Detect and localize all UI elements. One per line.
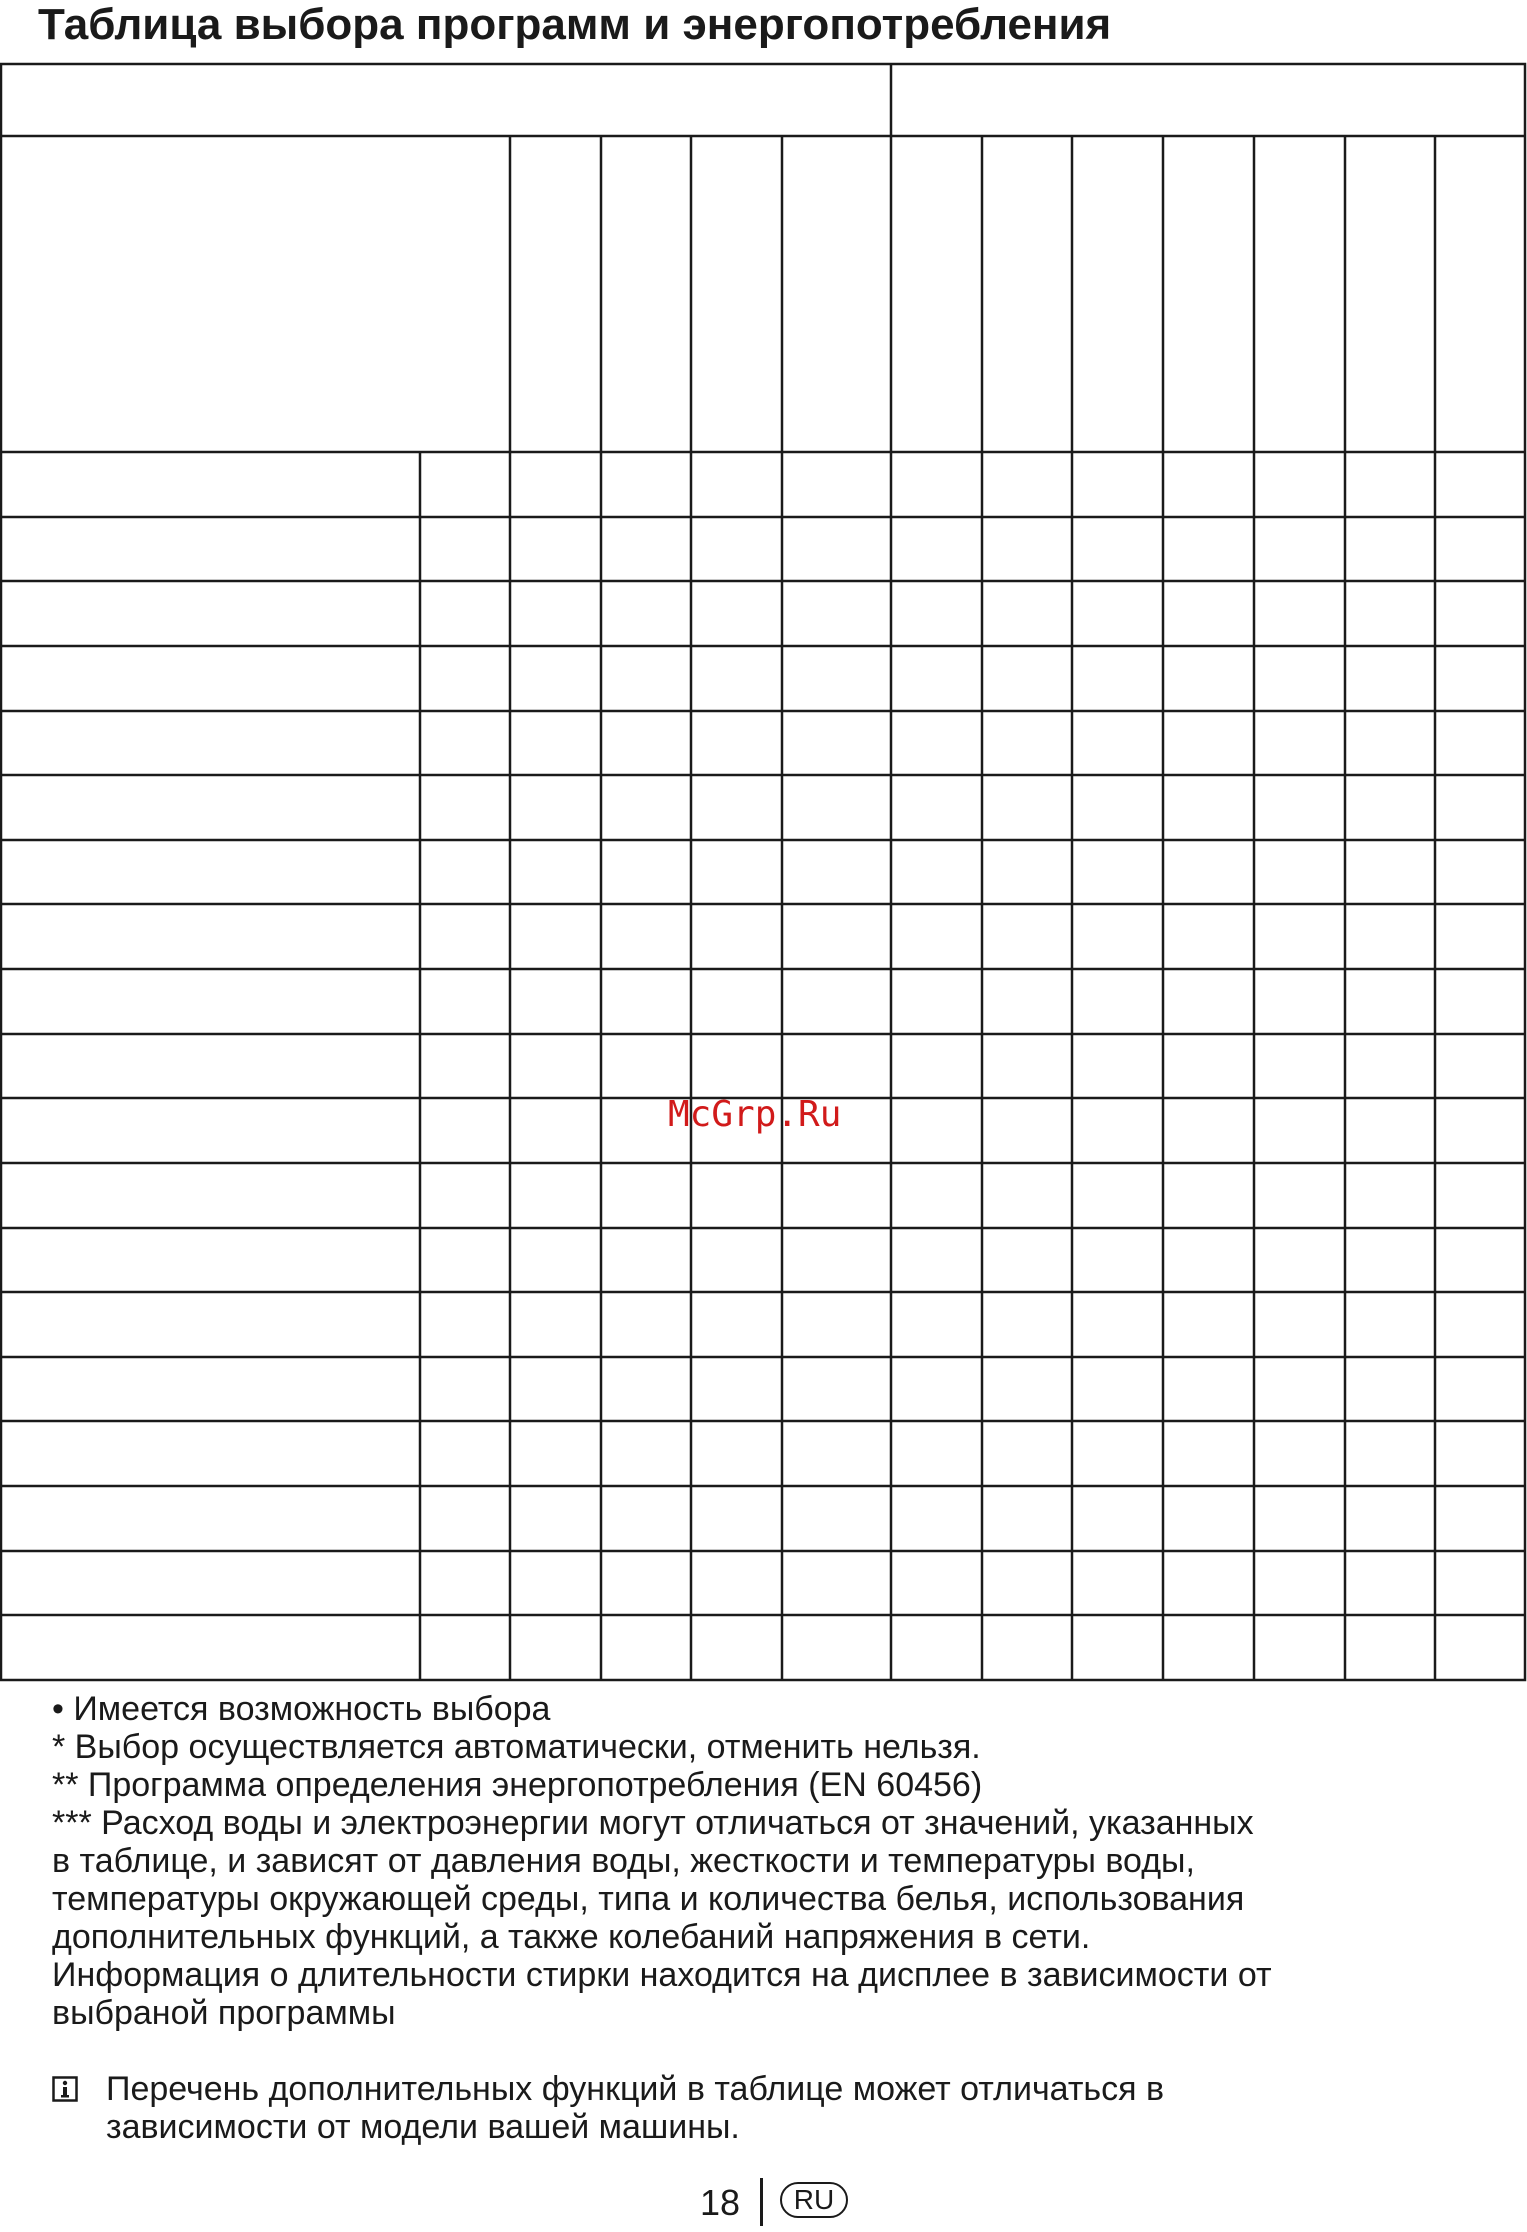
- footnote-line: • Имеется возможность выбора: [52, 1690, 551, 1728]
- table-border: [1, 64, 1525, 1680]
- footer-divider: [760, 2178, 763, 2226]
- footnote-line: Информация о длительности стирки находится на дисплее в зависимости от: [52, 1956, 1272, 1994]
- footnote-line: ** Программа определения энергопотребления (EN 60456): [52, 1766, 983, 1804]
- info-icon: [52, 2076, 78, 2102]
- page-number: 18: [700, 2182, 741, 2223]
- footnote-line: дополнительных функций, а также колебаний напряжения в сети.: [52, 1918, 1091, 1956]
- info-note-text: [106, 2070, 1164, 2146]
- footnote-line: в таблице, и зависят от давления воды, жесткости и температуры воды,: [52, 1842, 1195, 1880]
- footnote-line: температуры окружающей среды, типа и количества белья, использования: [52, 1880, 1245, 1918]
- watermark: McGrp.Ru: [668, 1094, 842, 1135]
- footnotes: [52, 1690, 1492, 2032]
- footnote-line: *** Расход воды и электроэнергии могут отличаться от значений, указанных: [52, 1804, 1254, 1842]
- page-footer: [0, 2178, 1527, 2228]
- info-note-line: Перечень дополнительных функций в таблице может отличаться в: [106, 2070, 1165, 2108]
- footnote-line: * Выбор осуществляется автоматически, отменить нельзя.: [52, 1728, 981, 1766]
- language-badge: RU: [780, 2182, 848, 2218]
- page-title: Таблица выбора программ и энергопотребления: [38, 0, 1112, 49]
- footnote-line: выбраной программы: [52, 1994, 396, 2032]
- info-note-line: зависимости от модели вашей машины.: [106, 2108, 740, 2146]
